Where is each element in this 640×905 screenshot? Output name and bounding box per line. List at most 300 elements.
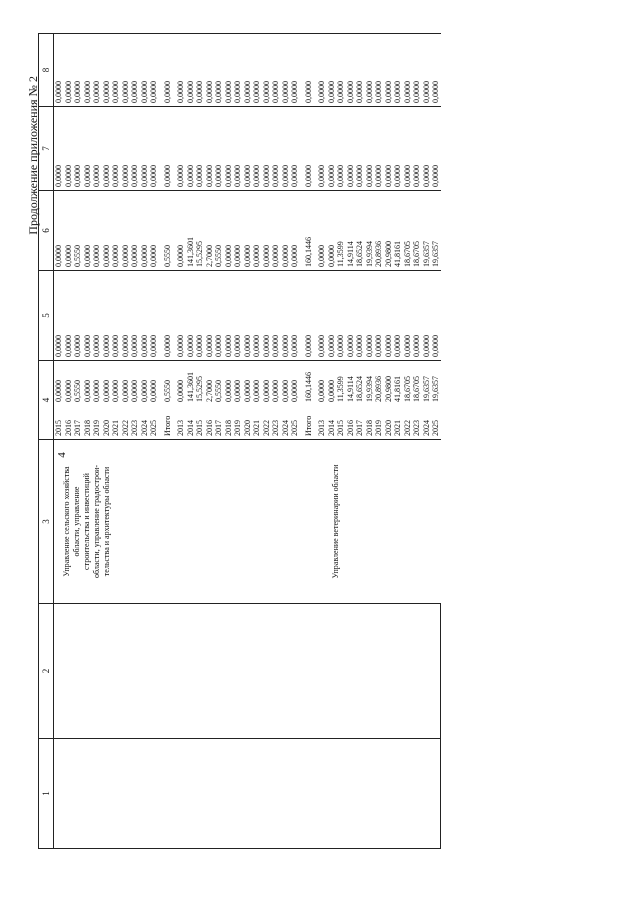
value-col-8: 0,0000: [300, 34, 318, 107]
value-col-4: 19,6357: [431, 376, 440, 402]
year-cell: 2018: [83, 405, 93, 440]
value-col-4: 18,6524: [355, 376, 364, 402]
cell-col-1: [431, 739, 441, 849]
cell-col-1: [54, 739, 64, 849]
value-col-4: 160,1446: [303, 372, 313, 402]
cell-col-2: [159, 604, 177, 739]
value-col-6: 18,6524: [355, 191, 365, 271]
cell-col-1: [102, 739, 112, 849]
value-col-7: 0,0000: [355, 107, 365, 191]
value-col-8: 0,0000: [290, 34, 300, 107]
value-col-6: 0,0000: [317, 191, 327, 271]
cell-col-2: [102, 604, 112, 739]
value-col-5: 0,0000: [130, 271, 140, 361]
cell-col-2: [243, 604, 253, 739]
year-cell: 2017: [214, 405, 224, 440]
cell-col-1: [317, 739, 327, 849]
cell-col-1: [111, 739, 121, 849]
value-col-6: 160,1446: [300, 191, 318, 271]
value-col-6: 0,0000: [92, 191, 102, 271]
value-col-5: 0,0000: [281, 271, 291, 361]
cell-col-1: [365, 739, 375, 849]
value-col-6: 0,0000: [102, 191, 112, 271]
header-col-8: 8: [39, 34, 54, 107]
cell-col-1: [121, 739, 131, 849]
value-col-7: 0,0000: [176, 107, 186, 191]
cell-col-2: [262, 604, 272, 739]
cell-col-2: [271, 604, 281, 739]
cell-col-2: [412, 604, 422, 739]
value-col-8: 0,0000: [262, 34, 272, 107]
value-col-7: 0,0000: [374, 107, 384, 191]
year-cell: 2014: [327, 405, 337, 440]
cell-col-1: [233, 739, 243, 849]
value-col-7: 0,0000: [412, 107, 422, 191]
value-col-7: 0,0000: [327, 107, 337, 191]
value-col-5: 0,0000: [252, 271, 262, 361]
cell-col-2: [224, 604, 234, 739]
cell-col-2: [281, 604, 291, 739]
cell-col-1: [346, 739, 356, 849]
cell-col-1: [73, 739, 83, 849]
value-col-5: 0,0000: [102, 271, 112, 361]
value-col-8: 0,0000: [271, 34, 281, 107]
value-col-7: 0,0000: [83, 107, 93, 191]
value-col-4: 0,0000: [101, 380, 111, 402]
value-col-7: 0,0000: [111, 107, 121, 191]
cell-col-1: [412, 739, 422, 849]
header-col-2: 2: [39, 604, 54, 739]
cell-col-1: [243, 739, 253, 849]
cell-col-2: [346, 604, 356, 739]
cell-col-2: [83, 604, 93, 739]
cell-col-1: [393, 739, 403, 849]
value-col-7: 0,0000: [252, 107, 262, 191]
value-col-7: 0,0000: [73, 107, 83, 191]
year-cell: 2020: [384, 405, 394, 440]
year-cell: 2016: [64, 405, 74, 440]
value-col-6: 18,6705: [403, 191, 413, 271]
value-col-8: 0,0000: [252, 34, 262, 107]
value-col-8: 0,0000: [130, 34, 140, 107]
value-col-8: 0,0000: [412, 34, 422, 107]
value-col-8: 0,0000: [102, 34, 112, 107]
year-cell: 2013: [317, 405, 327, 440]
cell-col-1: [300, 739, 318, 849]
value-col-5: 0,0000: [92, 271, 102, 361]
header-col-6: 6: [39, 191, 54, 271]
year-cell: 2019: [92, 405, 102, 440]
year-cell: 2017: [73, 405, 83, 440]
value-col-8: 0,0000: [121, 34, 131, 107]
value-col-5: 0,0000: [365, 271, 375, 361]
value-col-4: 0,5550: [73, 380, 82, 402]
cell-col-2: [355, 604, 365, 739]
executor-name-line: тельства и архитектуры области: [102, 466, 111, 577]
value-col-8: 0,0000: [92, 34, 102, 107]
value-col-5: 0,0000: [422, 271, 432, 361]
year-cell: 2018: [365, 405, 375, 440]
value-col-5: 0,0000: [195, 271, 205, 361]
value-col-7: 0,0000: [64, 107, 74, 191]
value-col-7: 0,0000: [140, 107, 150, 191]
cell-col-2: [73, 604, 83, 739]
value-col-4: 0,0000: [111, 380, 120, 402]
year-cell: 2024: [422, 405, 432, 440]
value-col-4: 20,8936: [374, 376, 383, 402]
cell-col-1: [92, 739, 102, 849]
value-col-6: 0,0000: [149, 191, 159, 271]
value-col-5: 0,0000: [317, 271, 327, 361]
value-col-5: 0,0000: [336, 271, 346, 361]
value-col-6: 0,0000: [83, 191, 93, 271]
cell-col-2: [54, 604, 64, 739]
value-col-6: 0,5550: [159, 191, 177, 271]
value-col-4: 19,9394: [364, 376, 374, 402]
year-cell: 2025: [149, 405, 159, 440]
cell-col-2: [140, 604, 150, 739]
value-col-8: 0,0000: [186, 34, 196, 107]
cell-col-2: [195, 604, 205, 739]
value-col-4: 0,0000: [92, 380, 101, 402]
value-col-5: 0,0000: [403, 271, 413, 361]
header-row: [39, 34, 54, 849]
header-col-5: 5: [39, 271, 54, 361]
value-col-8: 0,0000: [214, 34, 224, 107]
cell-col-1: [176, 739, 186, 849]
cell-col-2: [111, 604, 121, 739]
value-col-8: 0,0000: [384, 34, 394, 107]
value-col-6: 0,0000: [54, 191, 64, 271]
year-cell: 2021: [393, 405, 403, 440]
value-col-4: 0,0000: [233, 380, 242, 402]
cell-col-2: [317, 604, 327, 739]
value-col-4: 0,0000: [120, 380, 130, 402]
cell-col-1: [83, 739, 93, 849]
value-col-4: 0,5550: [162, 380, 172, 402]
value-col-5: 0,0000: [214, 271, 224, 361]
value-col-8: 0,0000: [233, 34, 243, 107]
value-col-7: 0,0000: [431, 107, 441, 191]
value-col-4: 2,7000: [204, 380, 214, 402]
year-cell: 2016: [346, 405, 356, 440]
year-cell: 2022: [121, 405, 131, 440]
value-col-5: 0,0000: [64, 271, 74, 361]
value-col-5: 0,0000: [121, 271, 131, 361]
value-col-6: 11,3599: [336, 191, 346, 271]
value-col-7: 0,0000: [317, 107, 327, 191]
value-col-4: 141,3601: [185, 372, 195, 402]
value-col-5: 0,0000: [384, 271, 394, 361]
year-cell: 2023: [412, 405, 422, 440]
value-col-6: 0,0000: [224, 191, 234, 271]
value-col-4: 0,0000: [271, 380, 280, 402]
value-col-6: 19,6357: [431, 191, 441, 271]
cell-col-2: [393, 604, 403, 739]
value-col-5: 0,0000: [186, 271, 196, 361]
value-col-7: 0,0000: [54, 107, 64, 191]
value-col-6: 41,8161: [393, 191, 403, 271]
value-col-7: 0,0000: [214, 107, 224, 191]
value-col-4: 20,9800: [383, 376, 393, 402]
value-col-6: 0,0000: [233, 191, 243, 271]
value-col-5: 0,0000: [176, 271, 186, 361]
cell-col-1: [186, 739, 196, 849]
total-label: Итого: [300, 405, 318, 440]
value-col-6: 0,0000: [252, 191, 262, 271]
cell-col-1: [214, 739, 224, 849]
value-col-6: 19,6357: [422, 191, 432, 271]
value-col-4: 0,0000: [176, 380, 185, 402]
year-cell: 2016: [205, 405, 215, 440]
cell-col-2: [92, 604, 102, 739]
value-col-6: 0,0000: [262, 191, 272, 271]
value-col-7: 0,0000: [233, 107, 243, 191]
value-col-4: 18,6705: [402, 376, 412, 402]
cell-col-1: [374, 739, 384, 849]
year-cell: 2019: [233, 405, 243, 440]
cell-col-1: [64, 739, 74, 849]
value-col-8: 0,0000: [205, 34, 215, 107]
value-col-7: 0,0000: [393, 107, 403, 191]
value-col-7: 0,0000: [102, 107, 112, 191]
year-cell: 2018: [224, 405, 234, 440]
value-col-8: 0,0000: [281, 34, 291, 107]
value-col-4: 41,8161: [393, 376, 402, 402]
value-col-6: 2,7000: [205, 191, 215, 271]
value-col-7: 0,0000: [422, 107, 432, 191]
value-col-5: 0,0000: [149, 271, 159, 361]
value-col-7: 0,0000: [290, 107, 300, 191]
page-number: 4: [56, 452, 68, 458]
value-col-8: 0,0000: [365, 34, 375, 107]
value-col-6: 20,8936: [374, 191, 384, 271]
value-col-4: 0,0000: [63, 380, 73, 402]
value-col-8: 0,0000: [149, 34, 159, 107]
table-row: [317, 34, 327, 849]
cell-col-1: [384, 739, 394, 849]
value-col-5: 0,0000: [271, 271, 281, 361]
value-col-8: 0,0000: [195, 34, 205, 107]
value-col-7: 0,0000: [195, 107, 205, 191]
year-cell: 2015: [195, 405, 205, 440]
cell-col-1: [159, 739, 177, 849]
cell-col-2: [252, 604, 262, 739]
year-cell: 2015: [336, 405, 346, 440]
value-col-6: 18,6705: [412, 191, 422, 271]
year-cell: 2020: [243, 405, 253, 440]
header-col-4: 4: [39, 361, 54, 440]
value-col-4: 14,9114: [345, 376, 355, 402]
value-col-6: 0,5550: [214, 191, 224, 271]
cell-col-2: [422, 604, 432, 739]
value-col-7: 0,0000: [300, 107, 318, 191]
year-cell: 2024: [281, 405, 291, 440]
value-col-8: 0,0000: [403, 34, 413, 107]
executor-name-line: строительства и инвестиций: [82, 473, 91, 570]
value-col-5: 0,0000: [393, 271, 403, 361]
value-col-8: 0,0000: [336, 34, 346, 107]
cell-col-2: [205, 604, 215, 739]
cell-col-2: [121, 604, 131, 739]
value-col-8: 0,0000: [346, 34, 356, 107]
cell-col-1: [290, 739, 300, 849]
executor-cell: [317, 440, 441, 604]
value-col-6: 0,0000: [243, 191, 253, 271]
cell-col-2: [384, 604, 394, 739]
value-col-5: 0,0000: [205, 271, 215, 361]
cell-col-1: [271, 739, 281, 849]
value-col-7: 0,0000: [130, 107, 140, 191]
value-col-4: 11,3599: [336, 376, 345, 402]
value-col-8: 0,0000: [317, 34, 327, 107]
value-col-7: 0,0000: [92, 107, 102, 191]
value-col-7: 0,0000: [224, 107, 234, 191]
cell-col-1: [336, 739, 346, 849]
value-col-5: 0,0000: [374, 271, 384, 361]
value-col-5: 0,0000: [243, 271, 253, 361]
year-cell: 2013: [176, 405, 186, 440]
value-col-5: 0,0000: [431, 271, 441, 361]
year-cell: 2025: [290, 405, 300, 440]
value-col-6: 20,9800: [384, 191, 394, 271]
value-col-4: 0,0000: [261, 380, 271, 402]
value-col-5: 0,0000: [355, 271, 365, 361]
value-col-5: 0,0000: [224, 271, 234, 361]
table-row: [54, 34, 64, 849]
value-col-4: 0,0000: [317, 380, 326, 402]
cell-col-2: [64, 604, 74, 739]
year-cell: 2024: [140, 405, 150, 440]
value-col-4: 19,6357: [421, 376, 431, 402]
value-col-8: 0,0000: [83, 34, 93, 107]
executor-name-line: Управление ветеринарии области: [331, 464, 340, 579]
header-col-7: 7: [39, 107, 54, 191]
value-col-8: 0,0000: [54, 34, 64, 107]
cell-col-1: [205, 739, 215, 849]
value-col-6: 15,5295: [195, 191, 205, 271]
value-col-6: 0,0000: [271, 191, 281, 271]
cell-col-2: [327, 604, 337, 739]
cell-col-1: [252, 739, 262, 849]
value-col-6: 19,9394: [365, 191, 375, 271]
year-cell: 2014: [186, 405, 196, 440]
executor-name-line: Управление сельского хозяйства: [62, 466, 71, 577]
year-cell: 2019: [374, 405, 384, 440]
value-col-8: 0,0000: [176, 34, 186, 107]
value-col-8: 0,0000: [111, 34, 121, 107]
value-col-8: 0,0000: [355, 34, 365, 107]
value-col-6: 0,5550: [73, 191, 83, 271]
total-label: Итого: [159, 405, 177, 440]
value-col-6: 141,3601: [186, 191, 196, 271]
cell-col-2: [403, 604, 413, 739]
value-col-7: 0,0000: [281, 107, 291, 191]
value-col-8: 0,0000: [73, 34, 83, 107]
cell-col-2: [300, 604, 318, 739]
cell-col-1: [195, 739, 205, 849]
header-col-1: 1: [39, 739, 54, 849]
year-cell: 2023: [271, 405, 281, 440]
cell-col-1: [262, 739, 272, 849]
value-col-7: 0,0000: [271, 107, 281, 191]
value-col-8: 0,0000: [431, 34, 441, 107]
executor-name-line: области, управление градострои-: [92, 464, 101, 579]
value-col-4: 18,6705: [412, 376, 421, 402]
value-col-5: 0,0000: [262, 271, 272, 361]
executor-cell: [54, 440, 318, 604]
value-col-5: 0,0000: [73, 271, 83, 361]
value-col-6: 0,0000: [327, 191, 337, 271]
cell-col-1: [403, 739, 413, 849]
value-col-6: 0,0000: [64, 191, 74, 271]
value-col-7: 0,0000: [243, 107, 253, 191]
value-col-7: 0,0000: [186, 107, 196, 191]
cell-col-2: [374, 604, 384, 739]
value-col-8: 0,0000: [140, 34, 150, 107]
year-cell: 2023: [130, 405, 140, 440]
value-col-7: 0,0000: [159, 107, 177, 191]
value-col-6: 0,0000: [111, 191, 121, 271]
value-col-6: 0,0000: [121, 191, 131, 271]
value-col-8: 0,0000: [327, 34, 337, 107]
cell-col-1: [327, 739, 337, 849]
cell-col-1: [130, 739, 140, 849]
cell-col-1: [281, 739, 291, 849]
value-col-4: 0,5550: [214, 380, 223, 402]
value-col-4: 0,0000: [82, 380, 92, 402]
year-cell: 2022: [262, 405, 272, 440]
year-cell: 2021: [111, 405, 121, 440]
cell-col-2: [130, 604, 140, 739]
value-col-7: 0,0000: [121, 107, 131, 191]
value-col-4: 0,0000: [280, 380, 290, 402]
value-col-4: 0,0000: [54, 380, 63, 402]
value-col-4: 0,0000: [139, 380, 149, 402]
value-col-4: 0,0000: [130, 380, 139, 402]
cell-col-2: [290, 604, 300, 739]
value-col-8: 0,0000: [64, 34, 74, 107]
year-cell: 2025: [431, 405, 441, 440]
cell-col-2: [431, 604, 441, 739]
header-col-3: 3: [39, 440, 54, 604]
value-col-4: 0,0000: [252, 380, 261, 402]
value-col-6: 14,9114: [346, 191, 356, 271]
cell-col-1: [355, 739, 365, 849]
value-col-7: 0,0000: [346, 107, 356, 191]
value-col-4: 0,0000: [149, 380, 158, 402]
year-cell: 2022: [403, 405, 413, 440]
cell-col-2: [233, 604, 243, 739]
value-col-5: 0,0000: [54, 271, 64, 361]
value-col-8: 0,0000: [224, 34, 234, 107]
year-cell: 2020: [102, 405, 112, 440]
value-col-6: 0,0000: [176, 191, 186, 271]
value-col-6: 0,0000: [140, 191, 150, 271]
value-col-8: 0,0000: [159, 34, 177, 107]
budget-table: [38, 33, 441, 849]
value-col-6: 0,0000: [130, 191, 140, 271]
value-col-6: 0,0000: [281, 191, 291, 271]
value-col-4: 0,0000: [326, 380, 336, 402]
value-col-8: 0,0000: [243, 34, 253, 107]
value-col-8: 0,0000: [374, 34, 384, 107]
value-col-5: 0,0000: [327, 271, 337, 361]
value-col-7: 0,0000: [205, 107, 215, 191]
year-cell: 2017: [355, 405, 365, 440]
cell-col-2: [336, 604, 346, 739]
cell-col-2: [365, 604, 375, 739]
